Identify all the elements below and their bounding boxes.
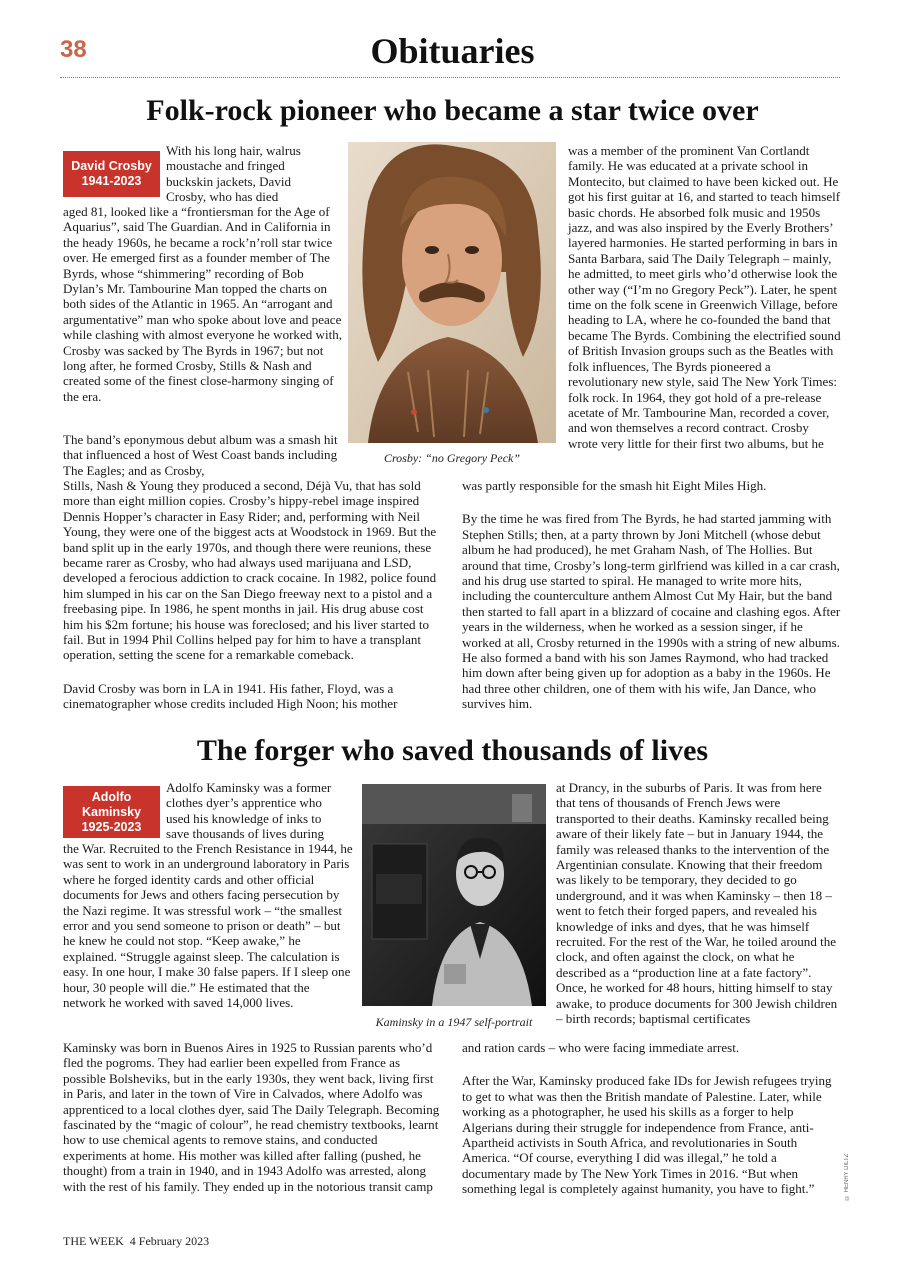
header-rule	[60, 77, 840, 78]
article2-headline: The forger who saved thousands of lives	[196, 734, 709, 767]
crosby-photo	[348, 142, 556, 443]
footer-publication: THE WEEK	[63, 1234, 124, 1248]
wrap-line: moustache and fringed	[166, 158, 285, 174]
article1-col2-para1a	[568, 143, 841, 451]
paragraph: at Drancy, in the suburbs of Paris. It was from here that tens of thousands of French Jews were transported to their deaths. Kaminsky recalled being aware of their likely fate – but in January 1944, the family was released thanks to the intervention of the Argentinian consulate. Knowing that their freedom was likely to be temporary, they decided to go underground, and it was when Kaminsky – then 18 – went to fetch their forged papers, and revealed his knowledge of inks and dyes, that he was himself recruited. For the rest of the War, he toiled around the clock, and often against the clock, on what he described as a “production line at a fate factory”. Once, he worked for 48 hours, hitting himself to stay awake, to produce documents for 300 Jewish children – birth records; baptismal certificates	[556, 780, 838, 1027]
badge-years: 1925-2023	[81, 819, 142, 834]
article2-name-badge	[63, 786, 160, 838]
wrap-line: used his knowledge of inks to	[166, 810, 322, 826]
wrap-line: buckskin jackets, David	[166, 173, 292, 189]
wrap-line: Adolfo Kaminsky was a former	[166, 780, 332, 795]
paragraph: and ration cards – who were facing immediate arrest.	[462, 1040, 740, 1055]
paragraph: Stills, Nash & Young they produced a second, Déjà Vu, that has sold more than eight million copies. Crosby’s hippy-rebel image inspired Dennis Hopper’s character in Easy Rider; and, performing with Neil Young, they were one of the biggest acts at Woodstock in 1969. But the band split up in the early 1970s, and though there were reunions, these became rarer as Crosby, who had always used marijuana and LSD, developed a ferocious addiction to crack cocaine. In 1982, police found him slumped in his car on the San Diego freeway next to a pistol and a freebasing pipe. In 1986, he spent months in jail. His drug abuse cost him his $2m fortune; his house was foreclosed; and his liver started to fail. But in 1994 Phil Collins helped pay for him to have a transplant operation, setting the scene for a remarkable comeback.	[63, 478, 437, 663]
wrap-line: clothes dyer’s apprentice who	[166, 795, 322, 811]
paragraph: the War. Recruited to the French Resistance in 1944, he was sent to work in an underground laboratory in Paris where he forged identity cards and other official documents for Jews and others facing persecution by the Nazi regime. It was stressful work – “the smallest error and you send someone to prison or death” – but he knew he could not stop. “Keep awake,” he explained. “Struggle against sleep. The calculation is easy. In one hour, I make 30 false papers. If I sleep one hour, 30 people will die.” He estimated that the network he worked with saved 14,000 lives.	[63, 841, 353, 1011]
crosby-photo-caption: Crosby: “no Gregory Peck”	[383, 451, 521, 465]
article1-col2-para1b	[462, 478, 841, 712]
kaminsky-photo-caption: Kaminsky in a 1947 self-portrait	[375, 1015, 533, 1029]
wrap-line: Crosby, who has died	[166, 189, 279, 205]
article1-headline: Folk-rock pioneer who became a star twice over	[146, 94, 759, 127]
footer	[63, 1234, 215, 1249]
photo-credit: © HENRY DILTZ	[844, 1153, 850, 1200]
paragraph: Kaminsky was born in Buenos Aires in 1925 to Russian parents who’d fled the pogroms. They had earlier been expelled from France as possible Bolsheviks, but in the early 1930s, they went back, living first in Paris, and later in the town of Vire in Calvados, where Adolfo was apprenticed to a local clothes dyer, said The Daily Telegraph. Becoming fascinated by the “magic of colour”, he read chemistry textbooks, learnt how to use chemical agents to remove stains, and conducted experiments at home. His mother was killed after falling (pushed, he thought) from a train in 1940, and in 1943 Adolfo was arrested, along with the rest of his family. They ended up in the notorious transit camp	[63, 1040, 440, 1194]
kaminsky-photo	[362, 784, 546, 1006]
article2-wrap-text	[166, 780, 356, 842]
paragraph: After the War, Kaminsky produced fake IDs for Jewish refugees trying to get to what was then the British mandate of Palestine. Later, while working as a photographer, he used his skills as a forger to help Algerians during their struggle for independence from France, anti-Apartheid activists in South Africa, and revolutionaries in South America. “Of course, everything I did was illegal,” he told a documentary made by The New York Times in 2016. “But when something legal is completely against humanity, you have to fight.”	[462, 1073, 832, 1197]
page-number: 38	[60, 36, 87, 63]
badge-name-line: Adolfo	[91, 789, 132, 804]
wrap-line: With his long hair, walrus	[166, 143, 301, 158]
article1-col1-para2a	[63, 432, 343, 478]
article1-col1-para1	[63, 204, 343, 404]
article1-name-badge	[63, 151, 160, 197]
badge-years: 1941-2023	[81, 174, 142, 188]
badge-name-line: Kaminsky	[81, 804, 142, 819]
article2-col1-para1	[63, 841, 355, 1010]
article2-col2-para1a	[556, 780, 841, 1027]
article2-col1-para2	[63, 1040, 441, 1194]
badge-name: David Crosby	[71, 159, 152, 173]
article2-col2-para1b	[462, 1040, 841, 1197]
paragraph: David Crosby was born in LA in 1941. His father, Floyd, was a cinematographer whose credits included High Noon; his mother	[63, 680, 398, 712]
wrap-line: save thousands of lives during	[166, 826, 324, 842]
paragraph: The band’s eponymous debut album was a smash hit that influenced a host of West Coast bands including The Eagles; and as Crosby,	[63, 432, 338, 478]
paragraph: aged 81, looked like a “frontiersman for the Age of Aquarius”, said The Guardian. And in California in the heady 1960s, he became a rock’n’roll star twice over. He emerged first as a founder member of The Byrds, whose “shimmering” recording of Bob Dylan’s Mr. Tambourine Man topped the charts on both sides of the Atlantic in 1965. An “arrogant and argumentative” man who spoke about love and peace while clashing with almost everyone he worked with, Crosby was sacked by The Byrds in 1967; but not long after, he formed Crosby, Stills & Nash and created some of the finest close-harmony singing of the era.	[63, 204, 342, 404]
paragraph: By the time he was fired from The Byrds, he had started jamming with Stephen Stills; then, at a party thrown by Joni Mitchell (whose debut album he had produced), he met Graham Nash, of The Hollies. But around that time, Crosby’s long-term girlfriend was killed in a car crash, and his drug use started to spiral. He managed to write more hits, including the counterculture anthem Almost Cut My Hair, but the band then started to fall apart in a blizzard of cocaine and clashing egos. After years in the wilderness, when he worked as a session singer, if he worked at all, Crosby returned in the 1990s with a string of new albums. He also formed a band with his son James Raymond, who had tracked him down after being given up for adoption as a baby in the 1960s. He had three other children, one of them with his wife, Jan Dance, who survives him.	[462, 511, 841, 712]
article1-wrap-text	[166, 143, 346, 205]
paragraph: was partly responsible for the smash hit Eight Miles High.	[462, 478, 767, 493]
article1-col1-para2b	[63, 478, 441, 712]
footer-date: 4 February 2023	[129, 1234, 210, 1248]
section-title: Obituaries	[370, 31, 535, 71]
paragraph: was a member of the prominent Van Cortlandt family. He was educated at a private school in Montecito, but claimed to have been kicked out. He got his first guitar at 16, and started to teach himself basic chords. He absorbed folk music and 1950s jazz, and was also inspired by the Everly Brothers’ layered harmonies. He started performing in bars in Santa Barbara, said The Daily Telegraph – mainly, he admitted, to meet girls who’d otherwise look the other way (“I’m no Gregory Peck”). Later, he spent time on the folk scene in Greenwich Village, before heading to LA, where he co-founded the band that became The Byrds. Combining the electrified sound of British Invasion groups such as the Beatles with folk influences, The Byrds pioneered a revolutionary new style, said The New York Times: folk rock. In 1964, they got hold of a pre-release acetate of Mr. Tambourine Man, recorded a cover, and won themselves a record contract. Crosby wrote very little for their first two albums, but he	[568, 143, 841, 451]
